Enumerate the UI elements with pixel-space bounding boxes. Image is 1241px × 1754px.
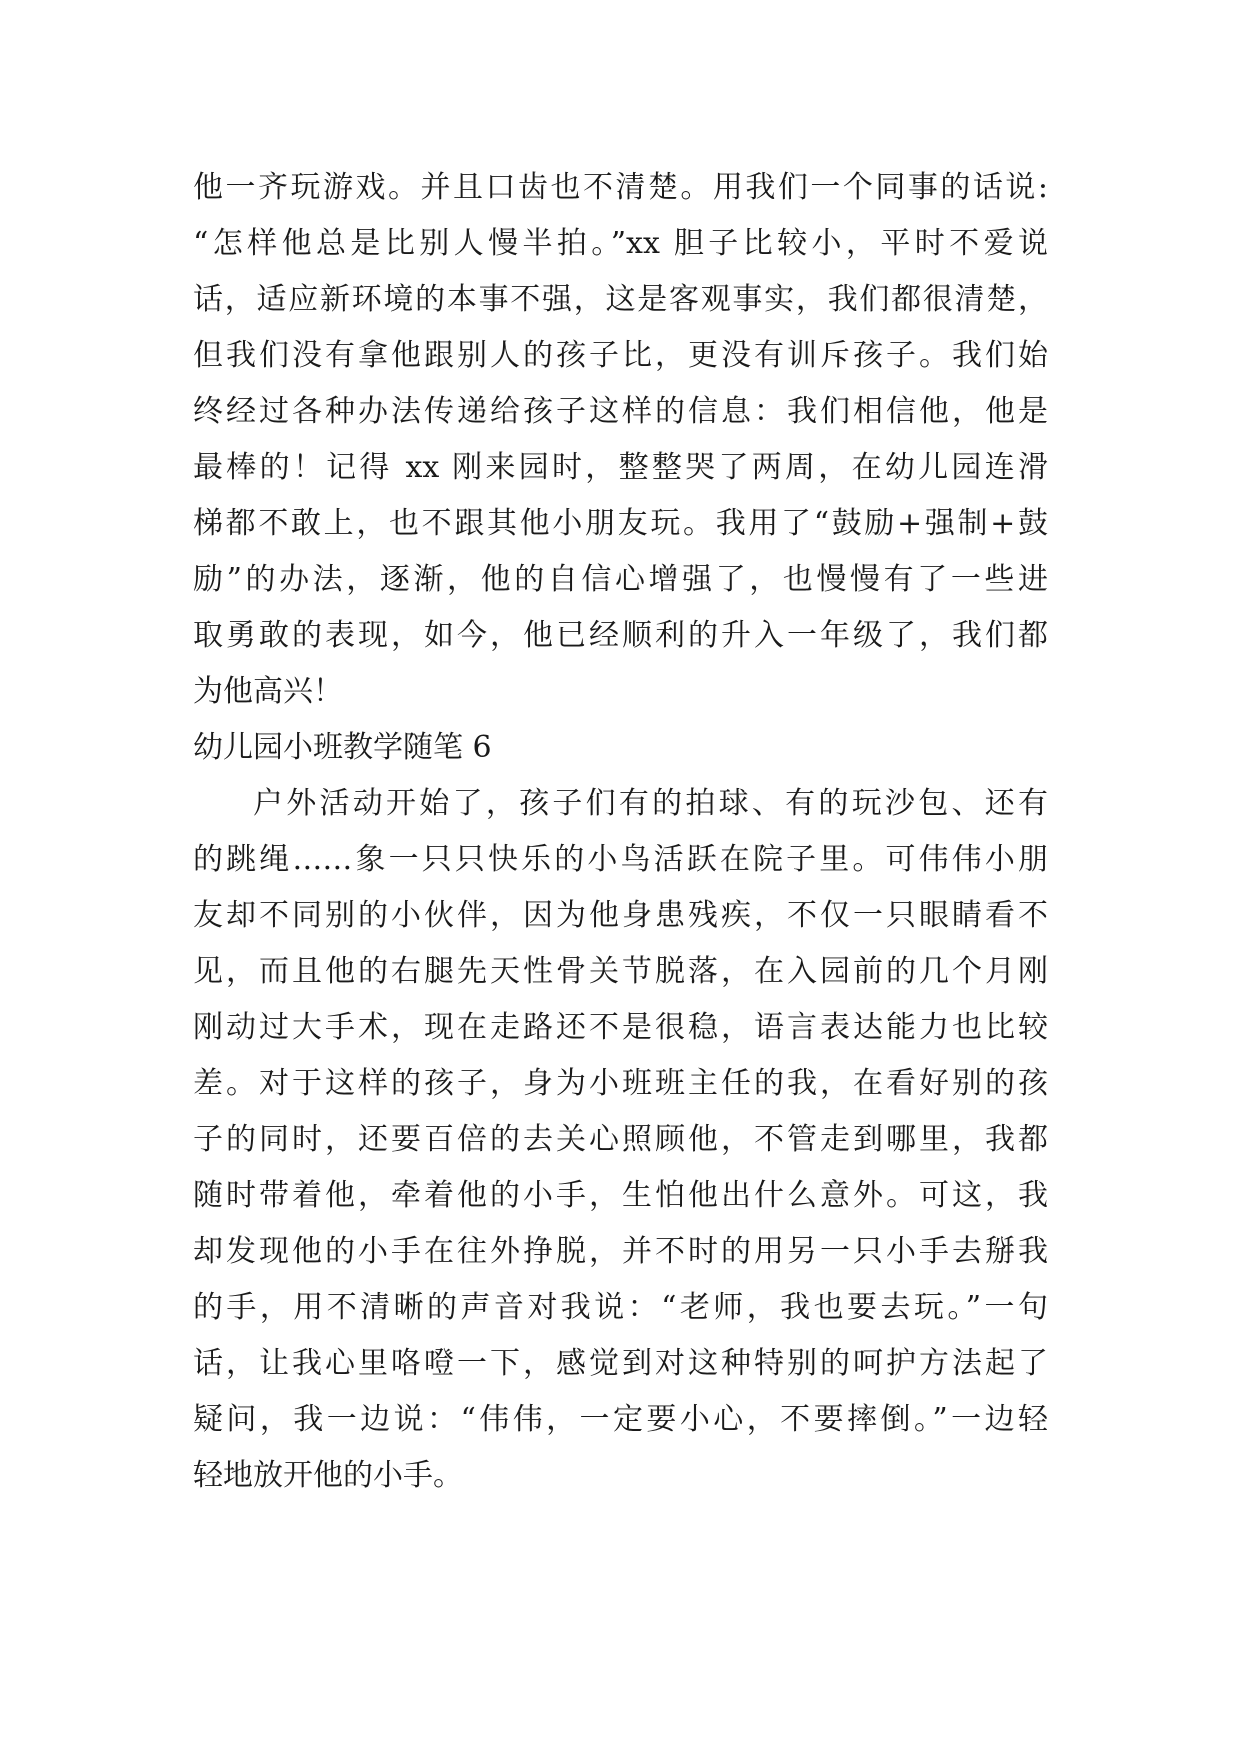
paragraph-line: 的手，用不清晰的声音对我说：“老师，我也要去玩。”一句	[193, 1290, 1048, 1325]
paragraph-line: 差。对于这样的孩子，身为小班班主任的我，在看好别的孩	[193, 1066, 1048, 1101]
paragraph-line: 见，而且他的右腿先天性骨关节脱落，在入园前的几个月刚	[193, 954, 1048, 989]
paragraph-line: 子的同时，还要百倍的去关心照顾他，不管走到哪里，我都	[193, 1122, 1048, 1157]
paragraph-line: 话，让我心里咯噔一下，感觉到对这种特别的呵护方法起了	[193, 1346, 1048, 1381]
paragraph-line: 他一齐玩游戏。并且口齿也不清楚。用我们一个同事的话说:	[193, 170, 1048, 205]
paragraph-line: “怎样他总是比别人慢半拍。”xx 胆子比较小，平时不爱说	[193, 226, 1048, 261]
paragraph-line: 却发现他的小手在往外挣脱，并不时的用另一只小手去掰我	[193, 1234, 1048, 1269]
paragraph-line: 刚动过大手术，现在走路还不是很稳，语言表达能力也比较	[193, 1010, 1048, 1045]
paragraph-line: 但我们没有拿他跟别人的孩子比，更没有训斥孩子。我们始	[193, 338, 1048, 373]
document-body	[193, 160, 1048, 1504]
paragraph-line: 轻地放开他的小手。	[193, 1458, 463, 1493]
paragraph-2	[193, 776, 1048, 1504]
paragraph-line: 友却不同别的小伙伴，因为他身患残疾，不仅一只眼睛看不	[193, 898, 1048, 933]
paragraph-line: 疑问，我一边说：“伟伟，一定要小心，不要摔倒。”一边轻	[193, 1402, 1048, 1437]
paragraph-line: 话，适应新环境的本事不强，这是客观事实，我们都很清楚，	[193, 282, 1048, 317]
paragraph-line: 励”的办法，逐渐，他的自信心增强了，也慢慢有了一些进	[193, 562, 1048, 597]
paragraph-line: 户外活动开始了，孩子们有的拍球、有的玩沙包、还有	[253, 786, 1048, 821]
paragraph-line: 终经过各种办法传递给孩子这样的信息：我们相信他，他是	[193, 394, 1048, 429]
paragraph-line: 最棒的！记得 xx 刚来园时，整整哭了两周，在幼儿园连滑	[193, 450, 1048, 485]
paragraph-line: 的跳绳……象一只只快乐的小鸟活跃在院子里。可伟伟小朋	[193, 842, 1048, 877]
paragraph-1	[193, 160, 1048, 720]
paragraph-line: 梯都不敢上，也不跟其他小朋友玩。我用了“鼓励+强制+鼓	[193, 506, 1048, 541]
paragraph-line: 随时带着他，牵着他的小手，生怕他出什么意外。可这，我	[193, 1178, 1048, 1213]
paragraph-line: 为他高兴！	[193, 674, 343, 709]
section-heading: 幼儿园小班教学随笔 6	[193, 730, 492, 765]
paragraph-line: 取勇敢的表现，如今，他已经顺利的升入一年级了，我们都	[193, 618, 1048, 653]
